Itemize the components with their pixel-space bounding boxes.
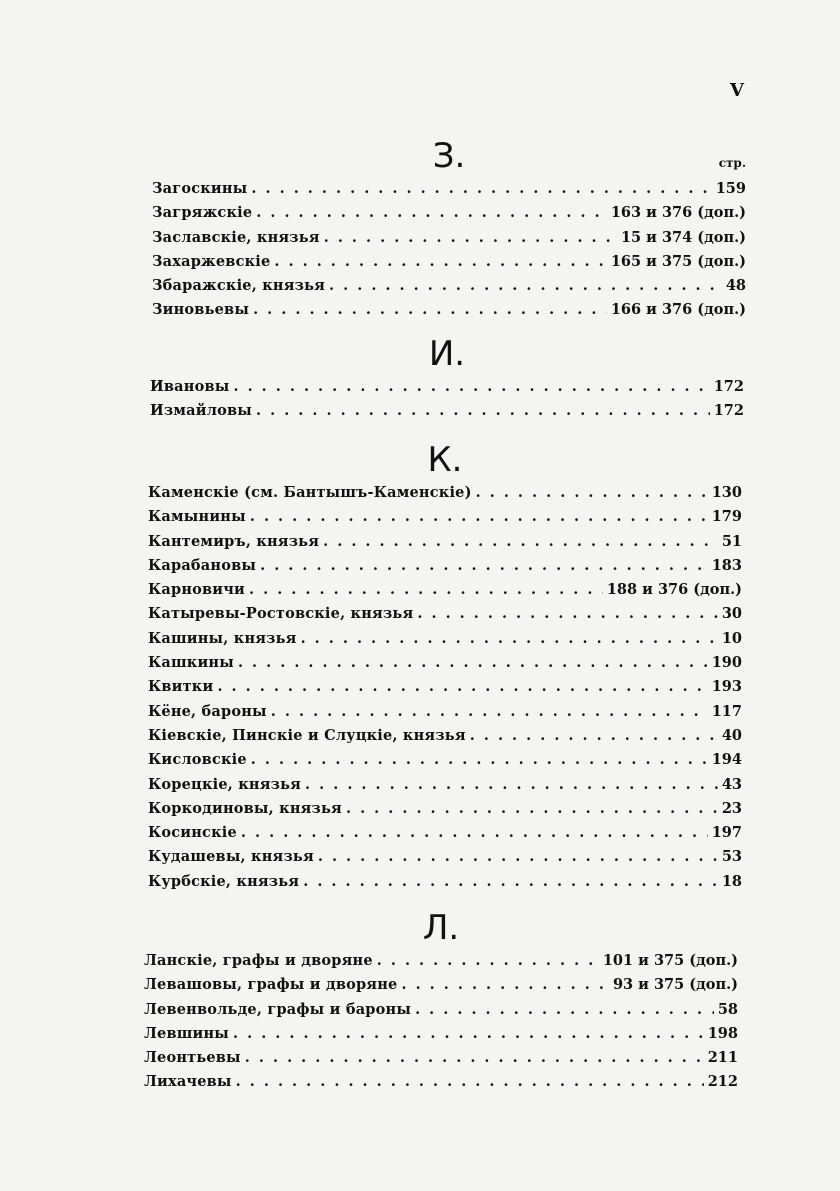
dot-leader [250,508,708,525]
entry-page: 197 [711,824,742,842]
index-entry [148,873,742,897]
index-entry [148,776,742,800]
dot-leader [256,402,710,419]
dot-leader [249,581,603,598]
dot-leader [305,776,718,793]
entry-page: 15 и 374 (доп.) [620,228,746,246]
index-entry [148,508,742,532]
entry-page: 53 [721,848,742,866]
entry-name: Камынины [148,508,246,526]
index-entry [148,484,742,508]
dot-leader [238,654,708,671]
dot-leader [217,678,707,695]
entry-page: 23 [721,799,742,817]
section-heading: З. [432,136,466,176]
index-entry [148,703,742,727]
index-entry [144,976,738,1000]
entry-name: Курбскіе, князья [148,872,300,890]
entry-page: 40 [721,726,742,744]
index-entry [148,824,742,848]
entry-page: 166 и 376 (доп.) [610,301,746,319]
dot-leader [303,873,718,890]
section-l [144,908,738,1098]
entry-page: 93 и 375 (доп.) [612,976,738,994]
section-i [150,334,744,427]
dot-leader [301,630,718,647]
entry-page: 159 [715,180,746,197]
index-entry [150,402,744,426]
dot-leader [251,751,708,768]
dot-leader [470,727,718,744]
entry-page: 117 [711,702,742,720]
index-entry [148,751,742,775]
index-entry [152,204,746,228]
entry-name: Заславскіе, князья [152,228,320,246]
column-label: стр. [718,156,746,170]
index-entry [144,952,738,976]
dot-leader [271,703,708,720]
entry-page: 212 [707,1073,738,1091]
entry-name: Кёне, бароны [148,702,267,720]
entry-name: Корецкіе, князья [148,775,302,793]
index-entry [148,605,742,629]
entry-page: 130 [711,484,742,501]
entry-name: Кудашевы, князья [148,848,314,866]
entry-page: 190 [711,654,742,672]
entry-name: Ивановы [150,378,230,395]
section-heading: К. [427,440,463,480]
dot-leader [346,800,718,817]
entry-name: Квитки [148,678,214,696]
entry-name: Карабановы [148,556,257,574]
dot-leader [241,824,708,841]
entry-page: 172 [713,378,744,395]
dot-leader [233,378,709,395]
entry-page: 43 [721,775,742,793]
entry-page: 198 [707,1024,738,1042]
entry-name: Збаражскіе, князья [152,277,326,295]
entry-page: 183 [711,556,742,574]
dot-leader [251,180,711,197]
index-entry [148,678,742,702]
dot-leader [236,1073,704,1090]
entry-page: 194 [711,751,742,769]
index-entry [148,654,742,678]
entry-page: 18 [721,872,742,890]
entry-page: 51 [721,532,742,550]
dot-leader [260,557,708,574]
dot-leader [318,848,718,865]
index-entry [148,848,742,872]
index-entry [150,378,744,402]
dot-leader [401,976,608,993]
dot-leader [274,253,606,270]
entry-page: 101 и 375 (доп.) [602,952,738,969]
index-entry [152,253,746,277]
entry-name: Ланскіе, графы и дворяне [144,952,373,969]
entry-page: 58 [717,1000,738,1018]
entry-page: 211 [707,1049,738,1067]
dot-leader [417,605,717,622]
index-entry [148,727,742,751]
dot-leader [415,1001,714,1018]
page-number: V [730,80,744,101]
index-entry [144,1025,738,1049]
entry-name: Карновичи [148,581,246,599]
index-entry [144,1049,738,1073]
entry-page: 48 [725,277,746,295]
entry-name: Загоскины [152,180,248,197]
entry-page: 165 и 375 (доп.) [610,252,746,270]
index-entry [152,229,746,253]
index-entry [148,533,742,557]
entry-name: Кашкины [148,654,234,672]
entry-page: 30 [721,605,742,623]
entry-name: Зиновьевы [152,301,250,319]
index-entry [148,630,742,654]
index-entry [144,1073,738,1097]
entry-name: Коркодиновы, князья [148,799,342,817]
dot-leader [245,1049,704,1066]
dot-leader [323,533,718,550]
dot-leader [324,229,617,246]
index-entry [152,180,746,204]
dot-leader [476,484,708,501]
entry-name: Загряжскіе [152,204,253,222]
entry-name: Захаржевскіе [152,252,271,270]
entry-name: Левашовы, графы и дворяне [144,976,398,994]
dot-leader [233,1025,704,1042]
entry-name: Левенвольде, графы и бароны [144,1000,412,1018]
entry-page: 193 [711,678,742,696]
index-entry [148,800,742,824]
entry-page: 163 и 376 (доп.) [610,204,746,222]
dot-leader [329,277,722,294]
entry-name: Кантемиръ, князья [148,532,320,550]
index-entry [148,557,742,581]
entry-name: Кисловскіе [148,751,247,769]
entry-page: 188 и 376 (доп.) [606,581,742,599]
dot-leader [377,952,599,969]
section-z [152,136,746,326]
entry-name: Катыревы-Ростовскіе, князья [148,605,414,623]
section-heading: И. [428,334,466,374]
index-entry [144,1001,738,1025]
index-entry [148,581,742,605]
entry-page: 10 [721,629,742,647]
section-heading: Л. [422,908,460,948]
section-k [148,440,742,897]
entry-name: Леонтьевы [144,1049,241,1067]
entry-name: Кіевскіе, Пинскіе и Слуцкіе, князья [148,726,466,744]
index-entry [152,301,746,325]
entry-page: 179 [711,508,742,526]
dot-leader [256,204,607,221]
index-entry [152,277,746,301]
entry-name: Каменскіе (см. Бантышъ-Каменскіе) [148,484,472,501]
entry-name: Косинскіе [148,824,237,842]
dot-leader [253,301,607,318]
entry-page: 172 [713,402,744,420]
entry-name: Лихачевы [144,1073,232,1091]
entry-name: Кашины, князья [148,629,297,647]
entry-name: Измайловы [150,402,253,420]
entry-name: Левшины [144,1024,230,1042]
